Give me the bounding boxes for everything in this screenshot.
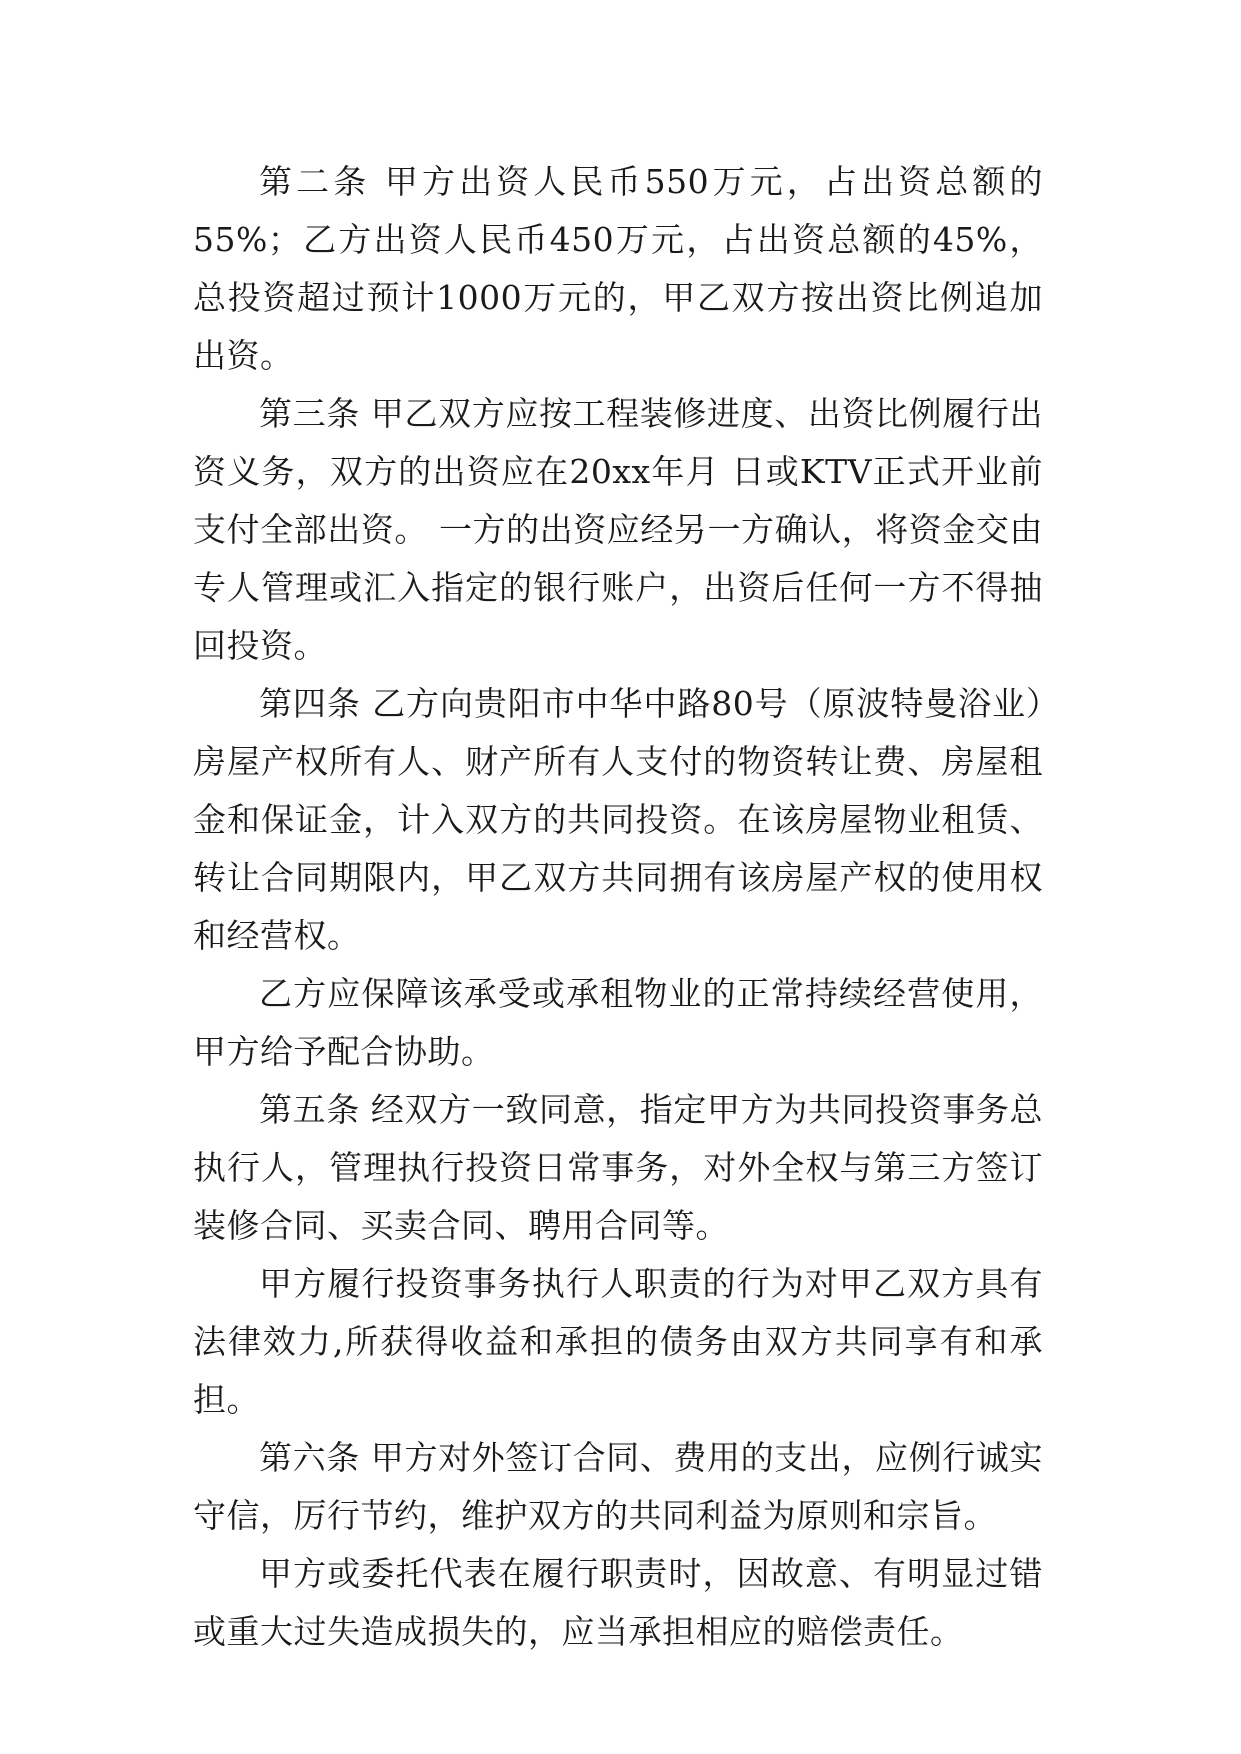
article-5-supplement-paragraph: 甲方履行投资事务执行人职责的行为对甲乙双方具有法律效力,所获得收益和承担的债务由双方共同享有和承担。	[193, 1264, 1043, 1419]
article-5-paragraph: 第五条 经双方一致同意，指定甲方为共同投资事务总执行人，管理执行投资日常事务，对外全权与第三方签订装修合同、买卖合同、聘用合同等。	[193, 1090, 1043, 1245]
article-2-paragraph: 第二条 甲方出资人民币550万元，占出资总额的55%；乙方出资人民币450万元，占出资总额的45%，总投资超过预计1000万元的，甲乙双方按出资比例追加出资。	[193, 162, 1043, 375]
article-6-paragraph: 第六条 甲方对外签订合同、费用的支出，应例行诚实守信，厉行节约，维护双方的共同利益为原则和宗旨。	[193, 1438, 1043, 1535]
article-4-supplement-paragraph: 乙方应保障该承受或承租物业的正常持续经营使用，甲方给予配合协助。	[193, 974, 1043, 1071]
article-6-supplement-paragraph: 甲方或委托代表在履行职责时，因故意、有明显过错或重大过失造成损失的，应当承担相应的赔偿责任。	[193, 1554, 1043, 1651]
document-page	[193, 153, 1043, 1661]
article-4-paragraph: 第四条 乙方向贵阳市中华中路80号（原波特曼浴业）房屋产权所有人、财产所有人支付的物资转让费、房屋租金和保证金，计入双方的共同投资。在该房屋物业租赁、转让合同期限内，甲乙双方共同拥有该房屋产权的使用权和经营权。	[193, 684, 1043, 955]
article-3-paragraph: 第三条 甲乙双方应按工程装修进度、出资比例履行出资义务，双方的出资应在20xx年月 日或KTV正式开业前支付全部出资。 一方的出资应经另一方确认，将资金交由专人管理或汇入指定的银行账户，出资后任何一方不得抽回投资。	[193, 394, 1043, 665]
